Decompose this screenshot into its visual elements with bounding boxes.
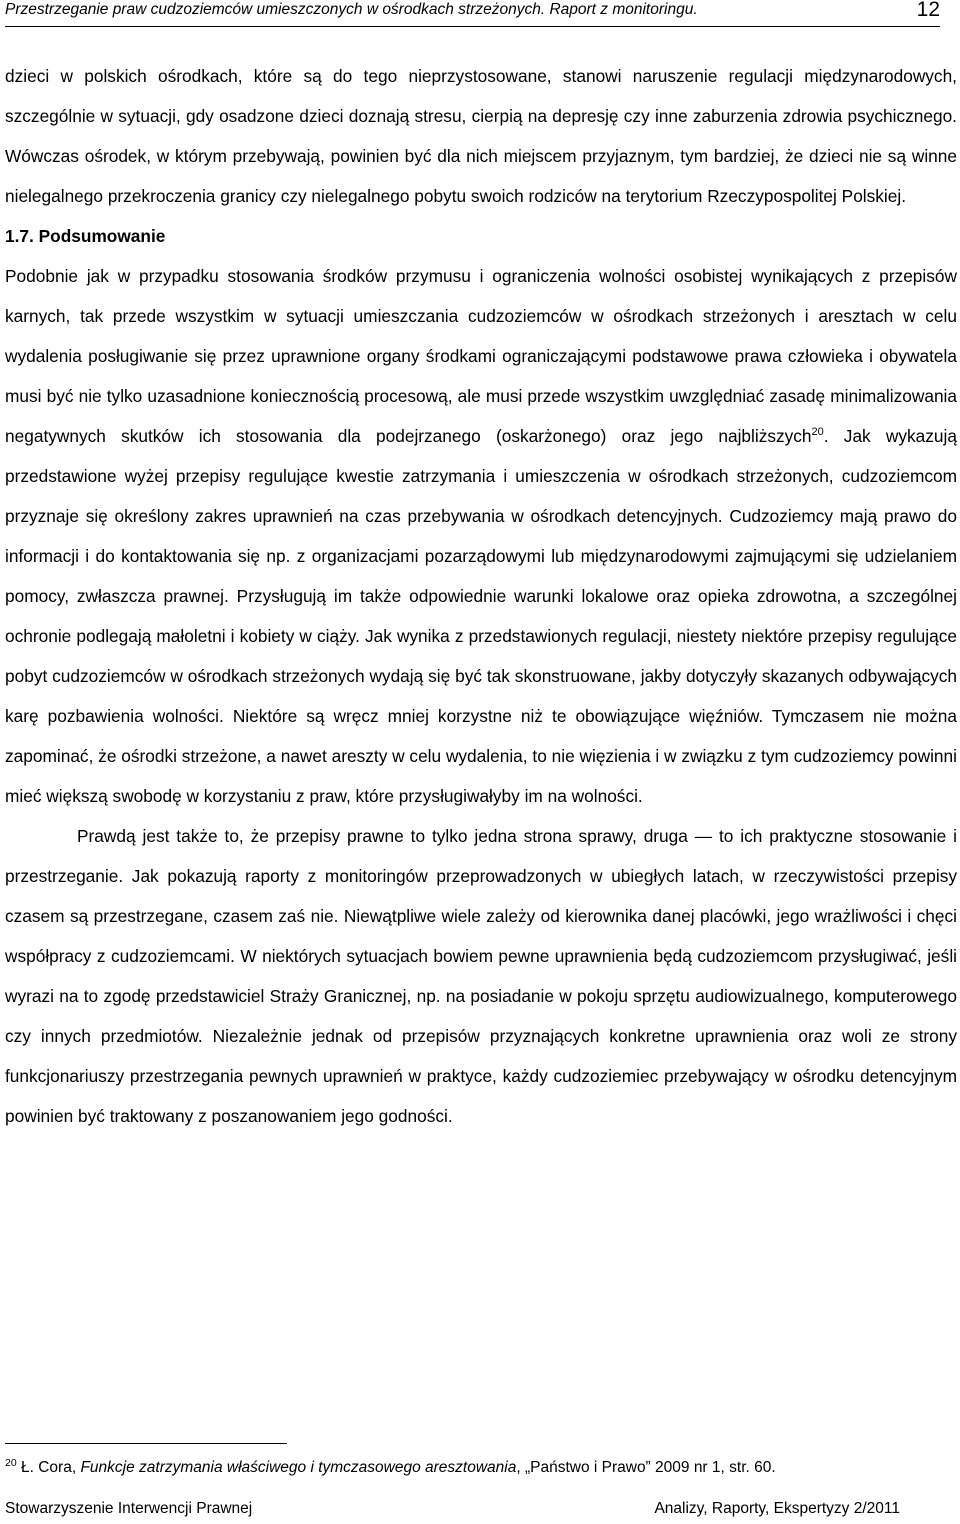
running-title: Przestrzeganie praw cudzoziemców umieszczonych w ośrodkach strzeżonych. Raport z monitoringu. — [5, 1, 698, 18]
footnote-source: , „Państwo i Prawo” 2009 nr 1, str. 60. — [516, 1459, 776, 1476]
footnote-author: Ł. Cora, — [16, 1459, 81, 1476]
paragraph-text: Prawdą jest także to, że przepisy prawne to tylko jedna strona sprawy, druga — to ich praktyczne stosowanie i przestrzeganie. Jak pokazują raporty z monitoringów przeprowadzonych w ubiegłych latach, w rzeczywistości przepisy czasem są przestrzegane, czasem zaś nie. Niewątpliwe wiele zależy od kierownika danej placówki, jego wrażliwości i chęci współpracy z cudzoziemcami. W niektórych sytuacjach bowiem pewne uprawnienia będą cudzoziemcom przysługiwać, jeśli wyrazi na to zgodę przedstawiciel Straży Granicznej, np. na posiadanie w pokoju sprzętu audiowizualnego, komputerowego czy innych przedmiotów. Niezależnie jednak od przepisów przyznających konkretne uprawnienia oraz woli ze strony funkcjonariuszy przestrzegania pewnych uprawnień w praktyce, każdy cudzoziemiec przebywający w ośrodku detencyjnym powinien być traktowany z poszanowaniem jego godności. — [5, 826, 957, 1126]
section-heading — [5, 216, 957, 256]
footnote-work-title: Funkcje zatrzymania właściwego i tymczasowego aresztowania — [80, 1459, 517, 1476]
paragraph-summary — [5, 256, 957, 816]
paragraph-text: dzieci w polskich ośrodkach, które są do tego nieprzystosowane, stanowi naruszenie regulacji międzynarodowych, szczególnie w sytuacji, gdy osadzone dzieci doznają stresu, cierpią na depresję czy inne zaburzenia zdrowia psychicznego. Wówczas ośrodek, w którym przebywają, powinien być dla nich miejscem przyjaznym, tym bardziej, że dzieci nie są winne nielegalnego przekroczenia granicy czy nielegalnego pobytu swoich rodziców na terytorium Rzeczypospolitej Polskiej. — [5, 66, 957, 206]
footnote-reference[interactable]: 20 — [811, 426, 824, 439]
page-header — [5, 0, 940, 27]
paragraph-text: Podobnie jak w przypadku stosowania środków przymusu i ograniczenia wolności osobistej wynikających z przepisów karnych, tak przede wszystkim w sytuacji umieszczania cudzoziemców w ośrodkach strzeżonych i aresztach w celu wydalenia posługiwanie się przez uprawnione organy środkami ograniczającymi podstawowe prawa człowieka i obywatela musi być nie tylko uzasadnione koniecznością procesową, ale musi przede wszystkim uwzględniać zasadę minimalizowania negatywnych skutków ich stosowania dla podejrzanego (oskarżonego) oraz jego najbliższych — [5, 266, 957, 446]
footer-publisher: Stowarzyszenie Interwencji Prawnej — [5, 1500, 253, 1517]
footnote — [5, 1457, 940, 1479]
footer-series: Analizy, Raporty, Ekspertyzy 2/2011 — [654, 1500, 900, 1517]
section-number: 1.7. — [5, 226, 34, 246]
paragraph-children-detention — [5, 56, 957, 216]
paragraph-practice — [5, 816, 957, 1136]
page-number: 12 — [916, 0, 940, 21]
footnote-number: 20 — [5, 1456, 17, 1469]
body-text — [5, 56, 957, 1136]
paragraph-text-continued: . Jak wykazują przedstawione wyżej przepisy regulujące kwestie zatrzymania i umieszczenia w ośrodkach strzeżonych, cudzoziemcom przyznaje się określony zakres uprawnień na czas przebywania w ośrodkach detencyjnych. Cudzoziemcy mają prawo do informacji i do kontaktowania się np. z organizacjami pozarządowymi lub międzynarodowymi zajmującymi się udzielaniem pomocy, zwłaszcza prawnej. Przysługują im także odpowiednie warunki lokalowe oraz opieka zdrowotna, a szczególnej ochronie podlegają małoletni i kobiety w ciąży. Jak wynika z przedstawionych regulacji, niestety niektóre przepisy regulujące pobyt cudzoziemców w ośrodkach strzeżonych wydają się być tak skonstruowane, jakby dotyczyły skazanych odbywających karę pozbawienia wolności. Niektóre są wręcz mniej korzystne niż te obowiązujące więźniów. Tymczasem nie można zapominać, że ośrodki strzeżone, a nawet areszty w celu wydalenia, to nie więzienia i w związku z tym cudzoziemcy powinni mieć większą swobodę w korzystaniu z praw, które przysługiwałyby im na wolności. — [5, 426, 957, 806]
section-title: Podsumowanie — [38, 226, 166, 246]
footnote-separator — [5, 1443, 287, 1444]
